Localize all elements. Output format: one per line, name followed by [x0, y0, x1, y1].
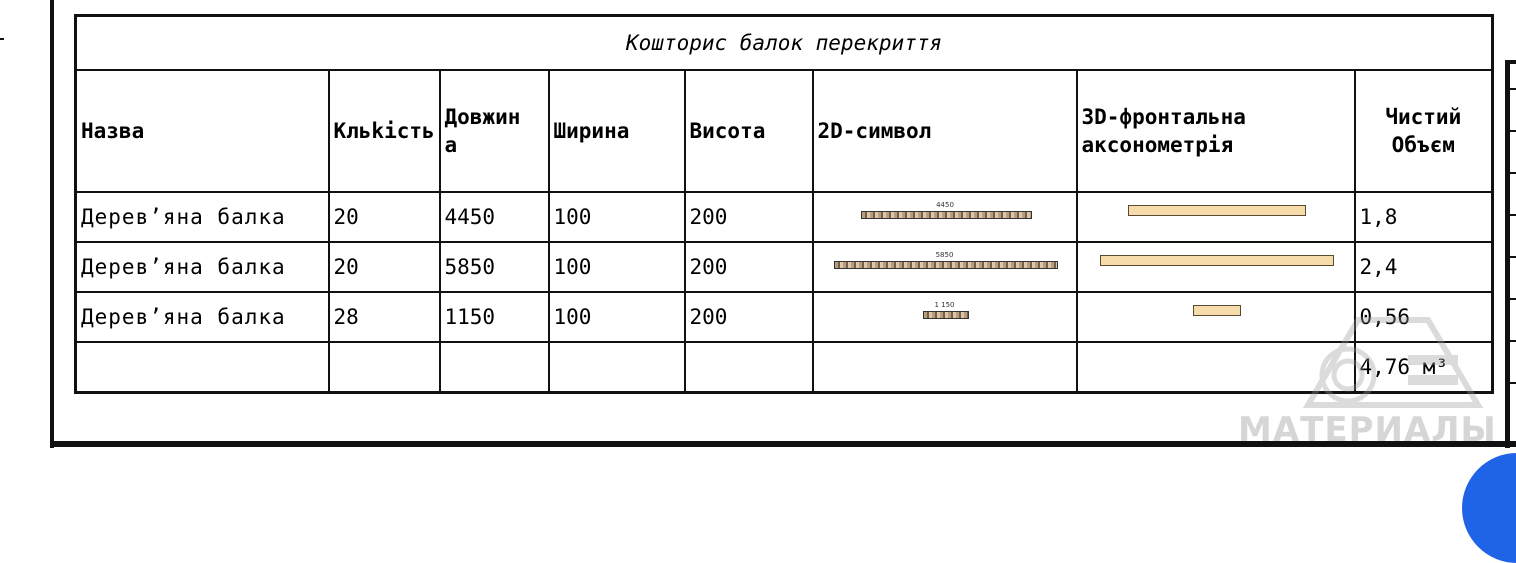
row-name: Дерев’яна балка: [76, 292, 329, 342]
frame-tick-marks: [1510, 60, 1516, 440]
table-title: Кошторис балок перекриття: [76, 16, 1493, 71]
row-height: 200: [685, 192, 813, 242]
header-length: Довжин а: [440, 70, 549, 192]
total-empty-cell: [813, 342, 1077, 393]
row-volume: 0,56: [1355, 292, 1493, 342]
beam-3d-symbol: [1082, 193, 1350, 241]
watermark-text: МАТЕРИАЛЫ: [1238, 410, 1497, 450]
row-3d-axonometry: [1077, 192, 1355, 242]
row-height: 200: [685, 292, 813, 342]
row-width: 100: [549, 242, 685, 292]
row-length: 1150: [440, 292, 549, 342]
watermark-logo-icon: [1288, 300, 1488, 410]
beam-2d-dimension: 1 150: [934, 301, 955, 309]
row-volume: 1,8: [1355, 192, 1493, 242]
total-empty-cell: [685, 342, 813, 393]
header-volume: Чистий Объєм: [1355, 70, 1493, 192]
header-count: Кльkість: [329, 70, 440, 192]
left-edge-line: [0, 38, 4, 40]
total-empty-cell: [549, 342, 685, 393]
drawing-frame-left: [50, 0, 54, 448]
total-row: [76, 342, 1493, 393]
row-count: 28: [329, 292, 440, 342]
total-empty-cell: [440, 342, 549, 393]
row-length: 4450: [440, 192, 549, 242]
header-2d-symbol: 2D-символ: [813, 70, 1077, 192]
row-2d-symbol: [813, 242, 1077, 292]
total-volume: 4,76 м³: [1355, 342, 1493, 393]
header-name: Назва: [76, 70, 329, 192]
row-width: 100: [549, 292, 685, 342]
beam-2d-dimension: 4450: [936, 201, 954, 209]
floating-action-button[interactable]: [1462, 453, 1516, 563]
row-count: 20: [329, 242, 440, 292]
row-height: 200: [685, 242, 813, 292]
beam-3d-symbol: [1082, 243, 1350, 291]
row-volume: 2,4: [1355, 242, 1493, 292]
row-2d-symbol: [813, 192, 1077, 242]
beam-3d-bar: [1100, 255, 1334, 266]
beam-2d-symbol: [818, 243, 1072, 291]
row-length: 5850: [440, 242, 549, 292]
beam-schedule-table: [74, 14, 1494, 394]
beam-2d-bar: [861, 211, 1032, 219]
beam-3d-bar: [1128, 205, 1306, 216]
row-name: Дерев’яна балка: [76, 192, 329, 242]
total-empty-cell: [329, 342, 440, 393]
table-row: [76, 192, 1493, 242]
table-row: [76, 292, 1493, 342]
row-3d-axonometry: [1077, 242, 1355, 292]
beam-2d-bar: [834, 261, 1058, 269]
header-height: Висота: [685, 70, 813, 192]
row-width: 100: [549, 192, 685, 242]
header-width: Ширина: [549, 70, 685, 192]
row-2d-symbol: [813, 292, 1077, 342]
row-name: Дерев’яна балка: [76, 242, 329, 292]
row-count: 20: [329, 192, 440, 242]
beam-2d-dimension: 5850: [935, 251, 954, 259]
total-empty-cell: [76, 342, 329, 393]
beam-2d-symbol: [818, 193, 1072, 241]
header-3d-axonometry: 3D-фронтальна аксонометрія: [1077, 70, 1355, 192]
beam-2d-symbol: [818, 293, 1072, 341]
table-row: [76, 242, 1493, 292]
header-row: [76, 70, 1493, 192]
beam-3d-bar: [1193, 305, 1241, 316]
beam-2d-bar: [923, 311, 969, 319]
